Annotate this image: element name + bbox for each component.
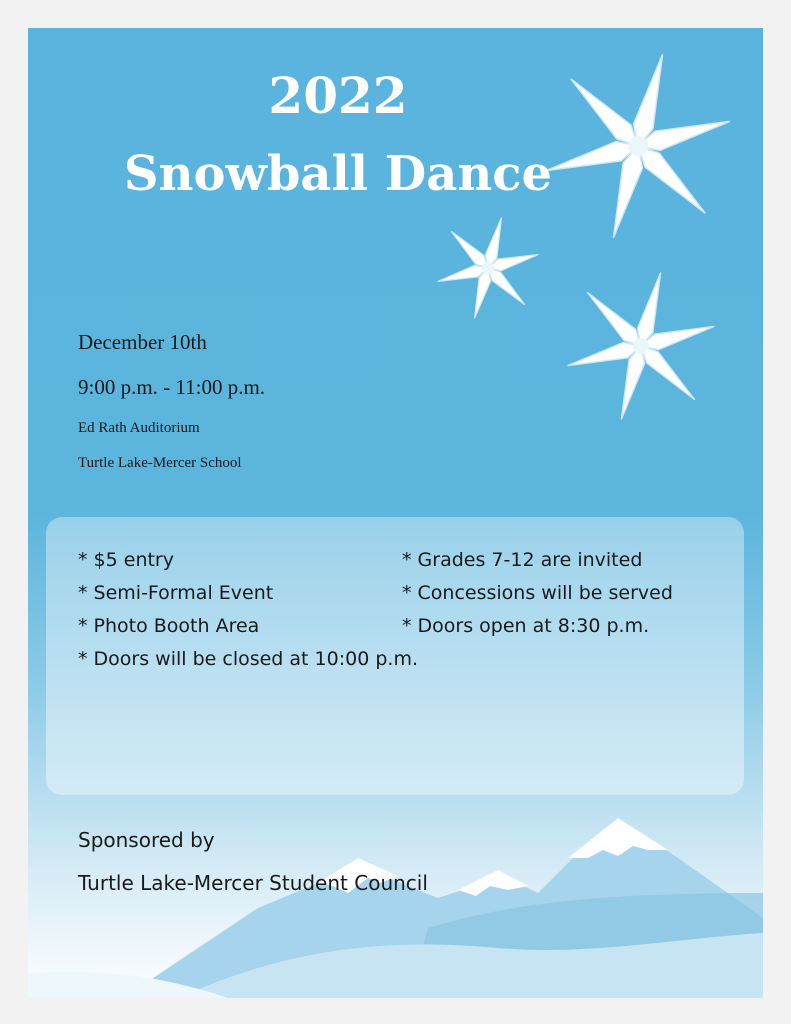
info-item-dress: * Semi-Formal Event: [78, 582, 274, 604]
info-item-doors-open: * Doors open at 8:30 p.m.: [402, 615, 650, 637]
info-item-concessions: * Concessions will be served: [402, 582, 673, 604]
sponsor-label: Sponsored by: [78, 828, 215, 852]
sponsor-name: Turtle Lake-Mercer Student Council: [78, 871, 428, 895]
event-year: 2022: [268, 66, 408, 125]
event-title: Snowball Dance: [123, 146, 553, 202]
snowflake-icon: [556, 266, 726, 426]
dance-flyer: [28, 28, 763, 998]
snowflake-icon: [428, 213, 548, 323]
event-venue: Ed Rath Auditorium: [78, 420, 200, 436]
event-time: 9:00 p.m. - 11:00 p.m.: [78, 375, 266, 399]
info-item-doors-closed: * Doors will be closed at 10:00 p.m.: [78, 648, 418, 670]
info-item-entry: * $5 entry: [78, 549, 174, 571]
event-date: December 10th: [78, 330, 207, 354]
info-item-grades: * Grades 7-12 are invited: [402, 549, 643, 571]
info-item-photo-booth: * Photo Booth Area: [78, 615, 260, 637]
event-school: Turtle Lake-Mercer School: [78, 455, 242, 471]
info-box: [46, 517, 744, 795]
